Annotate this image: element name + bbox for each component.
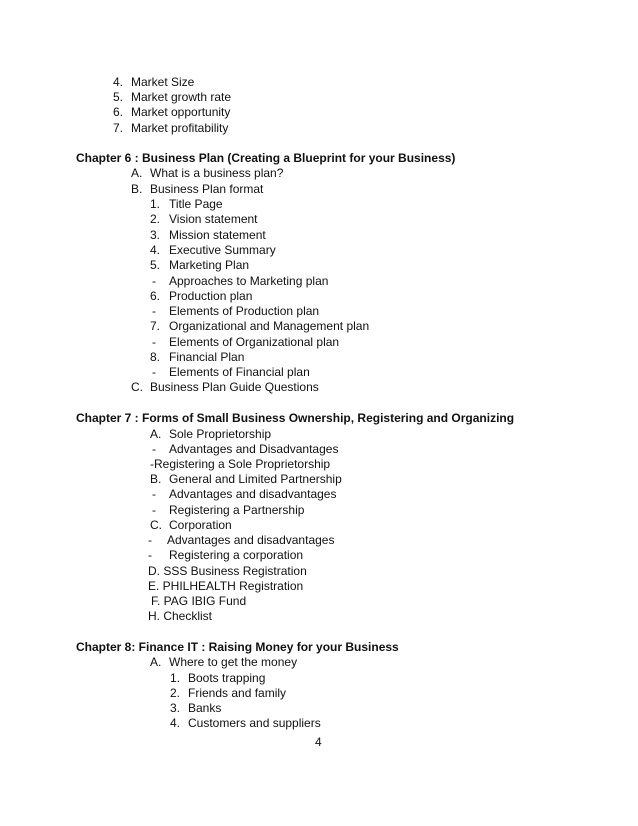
list-marker: - [152, 274, 156, 288]
list-marker: 4. [150, 243, 161, 257]
list-item: Financial Plan [169, 350, 245, 364]
list-item: F. PAG IBIG Fund [151, 594, 247, 608]
list-item: Banks [188, 701, 222, 715]
list-item: Registering a Partnership [169, 503, 305, 517]
list-item: Advantages and disadvantages [167, 533, 335, 547]
list-marker: 3. [150, 228, 161, 242]
list-item: Mission statement [169, 228, 266, 242]
list-item: Advantages and Disadvantages [169, 442, 339, 456]
list-marker: 5. [113, 90, 124, 104]
list-item: E. PHILHEALTH Registration [148, 579, 304, 593]
list-marker: 1. [150, 197, 161, 211]
list-marker: - [148, 548, 152, 562]
chapter-8-heading: Chapter 8: Finance IT : Raising Money for your Business [76, 640, 399, 654]
list-item: Sole Proprietorship [169, 427, 272, 441]
list-item: Elements of Organizational plan [169, 335, 340, 349]
list-item: Marketing Plan [169, 258, 250, 272]
list-item: H. Checklist [148, 609, 213, 623]
list-item: Boots trapping [188, 671, 266, 685]
list-item: Elements of Financial plan [169, 365, 310, 379]
list-marker: 4. [113, 75, 124, 89]
list-marker: C. [131, 380, 143, 394]
list-marker: - [152, 503, 156, 517]
list-marker: C. [150, 518, 162, 532]
list-item: Business Plan Guide Questions [150, 380, 319, 394]
list-marker: 7. [113, 121, 124, 135]
list-item: Registering a corporation [169, 548, 304, 562]
list-item: Friends and family [188, 686, 287, 700]
chapter-7-heading: Chapter 7 : Forms of Small Business Ownership, Registering and Organizing [76, 411, 515, 425]
list-marker: 2. [170, 686, 181, 700]
list-marker: 7. [150, 319, 161, 333]
list-marker: 8. [150, 350, 161, 364]
list-item: Title Page [169, 197, 223, 211]
list-marker: 3. [170, 701, 181, 715]
list-marker: 5. [150, 258, 161, 272]
list-marker: B. [131, 182, 143, 196]
list-marker: - [148, 533, 152, 547]
chapter-6-heading: Chapter 6 : Business Plan (Creating a Blueprint for your Business) [76, 151, 456, 165]
list-marker: - [152, 335, 156, 349]
list-item: Corporation [169, 518, 232, 532]
list-item: Organizational and Management plan [169, 319, 370, 333]
list-item: Customers and suppliers [188, 716, 321, 730]
list-item: What is a business plan? [150, 166, 284, 180]
list-item: Production plan [169, 289, 253, 303]
list-item: Vision statement [169, 212, 258, 226]
list-item: Market Size [131, 75, 195, 89]
list-item: Where to get the money [169, 655, 298, 669]
list-marker: 4. [170, 716, 181, 730]
list-marker: A. [150, 427, 162, 441]
list-marker: 6. [150, 289, 161, 303]
list-marker: 1. [170, 671, 181, 685]
list-marker: B. [150, 472, 162, 486]
list-marker: - [152, 365, 156, 379]
page-number: 4 [315, 735, 322, 749]
list-item: Elements of Production plan [169, 304, 320, 318]
list-item: Advantages and disadvantages [169, 487, 337, 501]
list-item: Market growth rate [131, 90, 232, 104]
list-item: General and Limited Partnership [169, 472, 342, 486]
list-item: Executive Summary [169, 243, 276, 257]
list-item: Market profitability [131, 121, 229, 135]
list-marker: - [152, 487, 156, 501]
list-marker: - [152, 442, 156, 456]
list-item: D. SSS Business Registration [148, 564, 307, 578]
list-item: Business Plan format [150, 182, 264, 196]
list-marker: - [152, 304, 156, 318]
list-marker: A. [131, 166, 143, 180]
list-item: Approaches to Marketing plan [169, 274, 329, 288]
list-item: -Registering a Sole Proprietorship [150, 457, 331, 471]
list-marker: 6. [113, 105, 124, 119]
list-item: Market opportunity [131, 105, 231, 119]
list-marker: 2. [150, 212, 161, 226]
list-marker: A. [150, 655, 162, 669]
